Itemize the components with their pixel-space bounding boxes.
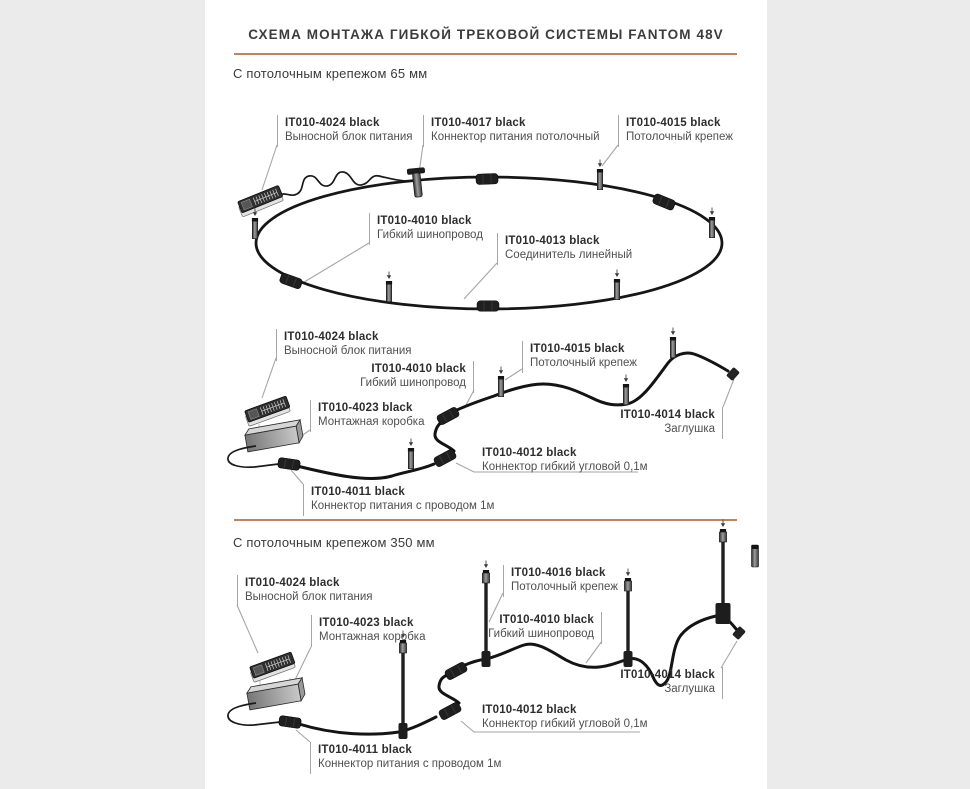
rod-foot	[399, 723, 408, 739]
part-desc: Гибкий шинопровод	[360, 377, 466, 390]
label-ceiling-mount	[618, 115, 733, 147]
part-desc: Выносной блок питания	[284, 345, 412, 358]
label-linear-connector	[497, 233, 632, 265]
track-ring	[256, 177, 722, 309]
part-code: IT010-4013 black	[505, 235, 600, 247]
label-end-cap	[620, 667, 723, 699]
corner-connector	[433, 448, 457, 468]
part-desc: Потолочный крепеж	[530, 357, 637, 370]
mounting-box	[246, 678, 306, 710]
part-code: IT010-4014 black	[620, 669, 715, 681]
corner-connector	[438, 701, 462, 721]
part-desc: Потолочный крепеж	[511, 581, 618, 594]
part-code: IT010-4023 black	[318, 402, 413, 414]
part-desc: Монтажная коробка	[319, 631, 426, 644]
section-heading-350mm: С потолочным крепежом 350 мм	[233, 535, 435, 550]
part-desc: Коннектор гибкий угловой 0,1м	[482, 461, 648, 474]
part-code: IT010-4011 black	[311, 486, 405, 498]
label-corner-connector	[482, 703, 648, 732]
part-desc: Заглушка	[664, 683, 715, 696]
part-code: IT010-4015 black	[626, 117, 721, 129]
label-mounting-box	[311, 615, 425, 647]
track-segment	[299, 717, 436, 734]
part-code: IT010-4024 black	[285, 117, 380, 129]
label-flexible-track	[360, 361, 474, 393]
part-code: IT010-4010 black	[377, 215, 472, 227]
label-ceiling-mount	[522, 341, 637, 373]
rod-foot-connector	[716, 603, 731, 624]
label-end-cap	[620, 407, 723, 439]
corner-connector	[444, 661, 468, 681]
rod-foot	[482, 651, 491, 667]
rod-foot	[624, 651, 633, 667]
part-desc: Коннектор питания с проводом 1м	[318, 758, 502, 771]
label-flexible-track	[488, 612, 602, 644]
part-desc: Гибкий шинопровод	[377, 229, 483, 242]
part-code: IT010-4012 black	[482, 704, 577, 716]
loose-mount-part	[752, 545, 759, 567]
part-desc: Соединитель линейный	[505, 249, 633, 262]
page-title: СХЕМА МОНТАЖА ГИБКОЙ ТРЕКОВОЙ СИСТЕМЫ FANTOM 48V	[248, 27, 724, 42]
label-power-connector-1m	[310, 742, 501, 774]
label-power-supply	[277, 115, 413, 147]
label-ceiling-mount	[503, 565, 618, 597]
part-code: IT010-4011 black	[318, 744, 412, 756]
part-desc: Выносной блок питания	[245, 591, 373, 604]
part-desc: Монтажная коробка	[318, 416, 425, 429]
end-cap	[726, 367, 739, 381]
label-power-connector-1m	[303, 484, 494, 516]
power-supply-unit	[244, 396, 292, 426]
part-desc: Заглушка	[664, 423, 715, 436]
part-code: IT010-4023 black	[319, 617, 414, 629]
part-desc: Коннектор гибкий угловой 0,1м	[482, 718, 648, 731]
part-code: IT010-4010 black	[499, 614, 594, 626]
label-corner-connector	[482, 446, 648, 475]
section-heading-65mm: С потолочным крепежом 65 мм	[233, 66, 428, 81]
part-code: IT010-4012 black	[482, 447, 577, 459]
part-code: IT010-4016 black	[511, 567, 606, 579]
power-supply-unit	[249, 652, 297, 682]
part-desc: Потолочный крепеж	[626, 131, 733, 144]
track-s-bend	[435, 421, 454, 451]
label-mounting-box	[310, 400, 424, 432]
part-code: IT010-4015 black	[530, 343, 625, 355]
part-desc: Коннектор питания с проводом 1м	[311, 500, 495, 513]
part-code: IT010-4024 black	[245, 577, 340, 589]
power-connector-1m	[277, 457, 300, 470]
part-code: IT010-4014 black	[620, 409, 715, 421]
ceiling-power-connector	[407, 167, 428, 198]
label-power-supply	[276, 329, 412, 361]
part-desc: Выносной блок питания	[285, 131, 413, 144]
part-code: IT010-4017 black	[431, 117, 526, 129]
corner-connector	[436, 406, 460, 426]
part-code: IT010-4024 black	[284, 331, 379, 343]
label-power-supply	[237, 575, 373, 607]
label-ceiling-power-connector	[423, 115, 600, 147]
part-code: IT010-4010 black	[371, 363, 466, 375]
power-connector-1m	[278, 715, 301, 728]
part-desc: Гибкий шинопровод	[488, 628, 594, 641]
power-supply-unit	[237, 185, 285, 217]
part-desc: Коннектор питания потолочный	[431, 131, 600, 144]
label-flexible-track	[369, 213, 483, 245]
